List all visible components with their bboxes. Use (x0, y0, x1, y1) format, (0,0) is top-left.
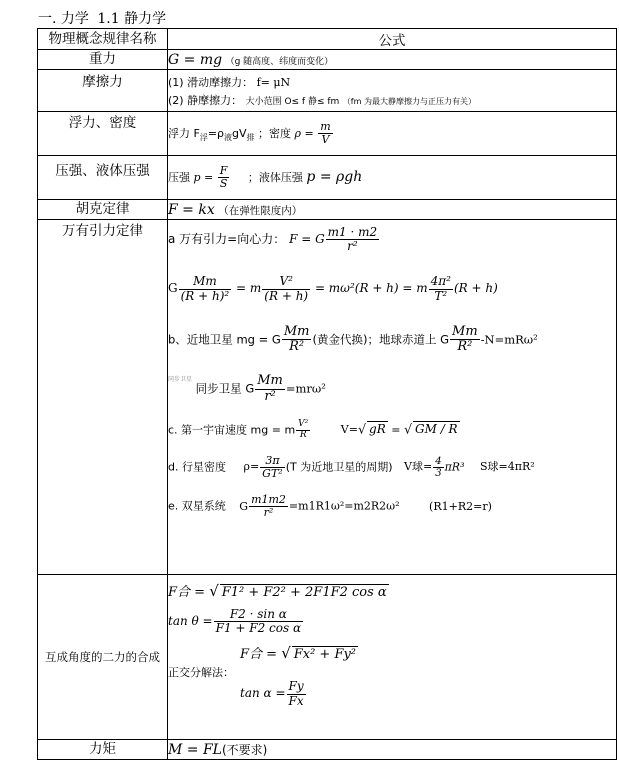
density-den: V (321, 133, 330, 146)
pressure-fraction (218, 165, 230, 190)
gravitation-d-label: d. 行星密度 (168, 460, 226, 474)
buoyancy-v-sub: 排 (246, 132, 255, 142)
gravitation-b-fraction-2 (450, 325, 480, 355)
pressure-formula (168, 163, 363, 190)
section-number: 一. 力学 (38, 11, 89, 27)
gravitation-d-num: 3π (260, 455, 285, 468)
table-row-friction (38, 70, 617, 112)
section-heading (38, 8, 170, 28)
gravitation-line-d (168, 455, 616, 480)
composition-f2-sqrt: Fx² + Fy² (293, 647, 357, 663)
gravitation-b-num-2: Mm (452, 323, 478, 339)
row-formula-hooke (168, 200, 617, 220)
gravitation-line-a (168, 226, 616, 253)
density-rho: ρ = (294, 126, 314, 140)
composition-tan2-den: Fx (288, 693, 304, 708)
row-name-hooke: 胡克定律 (38, 200, 168, 220)
gravitation-b-den-2: R² (457, 339, 473, 355)
density-label: ；密度 (258, 126, 292, 140)
gravitation-d-v-fraction (433, 456, 443, 479)
gravitation-c-v: V= (340, 423, 358, 437)
gravitation-e-note: (R1+R2=r) (429, 499, 492, 513)
density-num: m (320, 119, 331, 133)
header-name-cell: 物理概念规律名称 (38, 29, 168, 50)
buoyancy-mid: =ρ (207, 126, 225, 140)
gravitation-d-s: S球=4πR² (480, 460, 535, 474)
gravitation-e-tail: =m1R1ω²=m2R2ω² (288, 499, 400, 513)
friction-line-2 (168, 92, 616, 108)
row-formula-composition (168, 575, 617, 740)
gravity-formula: G = mg (168, 51, 223, 68)
circular-num-1: Mm (179, 275, 232, 289)
liquid-pressure-formula: p = ρgh (306, 168, 363, 185)
composition-tan-lhs: tan θ = (168, 614, 213, 629)
hooke-formula: F = kx (168, 201, 215, 218)
gravitation-b-fraction (282, 325, 312, 355)
buoyancy-rho-sub: 液 (224, 132, 233, 142)
gravitation-d-den: GT² (262, 466, 283, 480)
row-name-pressure: 压强、液体压强 (38, 156, 168, 200)
composition-f2: F合 = (240, 647, 282, 663)
composition-f1: F合 = (168, 585, 210, 600)
gravitation-c-sqrt-1: gR (369, 422, 386, 437)
circular-frac-2 (262, 275, 310, 302)
gravitation-a-den: r² (347, 239, 358, 254)
table-row-gravity (38, 50, 617, 70)
sync-label: 同步卫星 G (195, 381, 255, 396)
row-formula-pressure (168, 156, 617, 200)
composition-line-2 (168, 608, 616, 635)
table-row-hooke (38, 200, 617, 220)
row-name-gravity: 重力 (38, 50, 168, 70)
gravitation-line-e (168, 494, 616, 519)
gravitation-a-num: m1 · m2 (327, 225, 378, 239)
section-subtitle: 1.1 静力学 (97, 11, 167, 27)
gravity-note: （g 随高度、纬度而变化） (225, 56, 334, 67)
table-row-composition (38, 575, 617, 740)
gravitation-line-c: c. 第一宇宙速度 mg = m $\frac{\text{V²}}{R}$ V=√ gR = √ GM / R (168, 418, 458, 440)
gravitation-c-label: c. 第一宇宙速度 mg = m (168, 423, 296, 437)
composition-tan-fraction (214, 608, 303, 635)
buoyancy-label: 浮力 F (168, 126, 200, 140)
gravitation-b-label: b、近地卫星 mg = G (168, 332, 281, 347)
composition-line-1: F合 = √ F1² + F2² + 2F1F2 cos α (168, 582, 387, 600)
friction-static-note: （fm 为最大静摩擦力与正压力有关） (342, 97, 476, 106)
composition-tan2-num: Fy (288, 679, 304, 694)
gravitation-a-lhs: F = G (289, 232, 325, 247)
circular-den-2: (R + h) (264, 288, 309, 303)
hooke-note: （在弹性限度内） (218, 204, 303, 217)
row-name-gravitation: 万有引力定律 (38, 220, 168, 575)
composition-tan-num: F2 · sin α (214, 608, 303, 622)
circular-tail: (R + h) (454, 281, 498, 296)
gravitation-c-num: V² (298, 418, 309, 429)
circular-frac-1 (179, 275, 232, 302)
row-name-friction: 摩擦力 (38, 70, 168, 112)
gravitation-line-sync (168, 374, 616, 404)
sync-den: r² (264, 388, 276, 404)
row-formula-buoyancy (168, 112, 617, 156)
gravitation-line-b (168, 325, 616, 355)
friction-sliding-label: (1) 滑动摩擦力： (168, 76, 254, 89)
table-row-buoyancy (38, 112, 617, 156)
gravitation-e-label: e. 双星系统 (168, 499, 226, 513)
row-name-torque: 力矩 (38, 740, 168, 760)
composition-tan2-fraction (287, 680, 306, 707)
composition-ortho-label: 正交分解法： (168, 666, 234, 680)
circular-den-1: (R + h)² (180, 288, 230, 303)
table-row-torque (38, 740, 617, 760)
pressure-den: S (219, 177, 228, 190)
circular-g: G (168, 281, 178, 296)
row-formula-friction (168, 70, 617, 112)
row-name-composition: 互成角度的二力的合成 (38, 575, 168, 740)
gravitation-e-fraction (249, 494, 288, 519)
torque-formula: M = FL (168, 742, 222, 758)
pressure-num: F (219, 163, 228, 177)
gravitation-b-note: (黄金代换)；地球赤道上 G (312, 332, 450, 347)
row-name-buoyancy: 浮力、密度 (38, 112, 168, 156)
circular-mid: = mω²(R + h) = m (314, 281, 428, 296)
gravitation-d-v-den: 3 (435, 467, 442, 479)
gravitation-c-sqrt-2: GM / R (415, 422, 458, 437)
table-header-row (38, 29, 617, 50)
circular-num-2: V² (262, 275, 310, 289)
gravitation-d-v: V球= (404, 460, 433, 474)
gravitation-d-v-num: 4 (435, 455, 442, 467)
composition-tan-den: F1 + F2 cos α (215, 621, 302, 636)
composition-line-3: F合 = √ Fx² + Fy² (240, 644, 357, 663)
composition-line-4 (168, 664, 616, 680)
buoyancy-sub: 浮 (199, 132, 208, 142)
circular-eq-1: = m (236, 281, 262, 296)
gravitation-d-rho: ρ= (243, 460, 260, 474)
circular-den-3: T² (434, 288, 448, 303)
gravitation-b-num: Mm (283, 323, 310, 339)
gravitation-c-den: R (299, 429, 307, 440)
gravitation-c-fraction (296, 420, 310, 441)
gravitation-a-fraction (326, 226, 379, 253)
friction-static-range: 大小范围 O≤ f 静≤ fm (245, 97, 340, 107)
liquid-pressure-label: ；液体压强 (247, 170, 303, 184)
sync-fraction (255, 374, 285, 404)
gravitation-e-den: r² (263, 506, 274, 519)
gravitation-a-label: a 万有引力=向心力： (168, 232, 286, 247)
gravitation-d-v-tail: πR³ (444, 460, 465, 474)
gravitation-e-g: G (239, 499, 249, 513)
gravitation-b-tail: -N=mRω² (480, 332, 538, 347)
pressure-p: p = (193, 170, 214, 184)
gravitation-e-num: m1m2 (251, 492, 286, 506)
table-row-pressure (38, 156, 617, 200)
sync-num: Mm (257, 373, 283, 389)
circular-frac-3 (429, 275, 453, 302)
header-formula-cell: 公式 (168, 29, 617, 50)
friction-sliding-formula: f= μN (256, 76, 291, 89)
buoyancy-formula (168, 119, 334, 146)
pressure-label: 压强 (168, 170, 190, 184)
friction-line-1 (168, 74, 616, 90)
friction-static-label: (2) 静摩擦力： (168, 94, 243, 107)
density-fraction (318, 121, 332, 146)
gravitation-d-note: (T 为近地卫星的周期) (285, 460, 393, 474)
gravitation-b-den: R² (289, 339, 305, 355)
circular-num-3: 4π² (430, 274, 451, 289)
row-formula-gravitation (168, 220, 617, 575)
row-formula-torque (168, 740, 617, 760)
composition-f1-sqrt: F1² + F2² + 2F1F2 cos α (221, 585, 387, 600)
sync-tail: =mrω² (285, 381, 326, 396)
sync-tag: 同步卫星 (168, 376, 193, 384)
row-formula-gravity (168, 50, 617, 70)
gravitation-line-circular (168, 275, 616, 302)
table-row-gravitation (38, 220, 617, 575)
formula-table (37, 28, 617, 760)
composition-tan2-lhs: tan α = (240, 686, 286, 701)
gravitation-d-fraction (260, 455, 285, 480)
gravitation-c-eq: = (391, 423, 401, 437)
buoyancy-tail: gV (232, 126, 247, 140)
torque-note: (不要求) (221, 743, 268, 757)
composition-line-5 (240, 680, 616, 707)
